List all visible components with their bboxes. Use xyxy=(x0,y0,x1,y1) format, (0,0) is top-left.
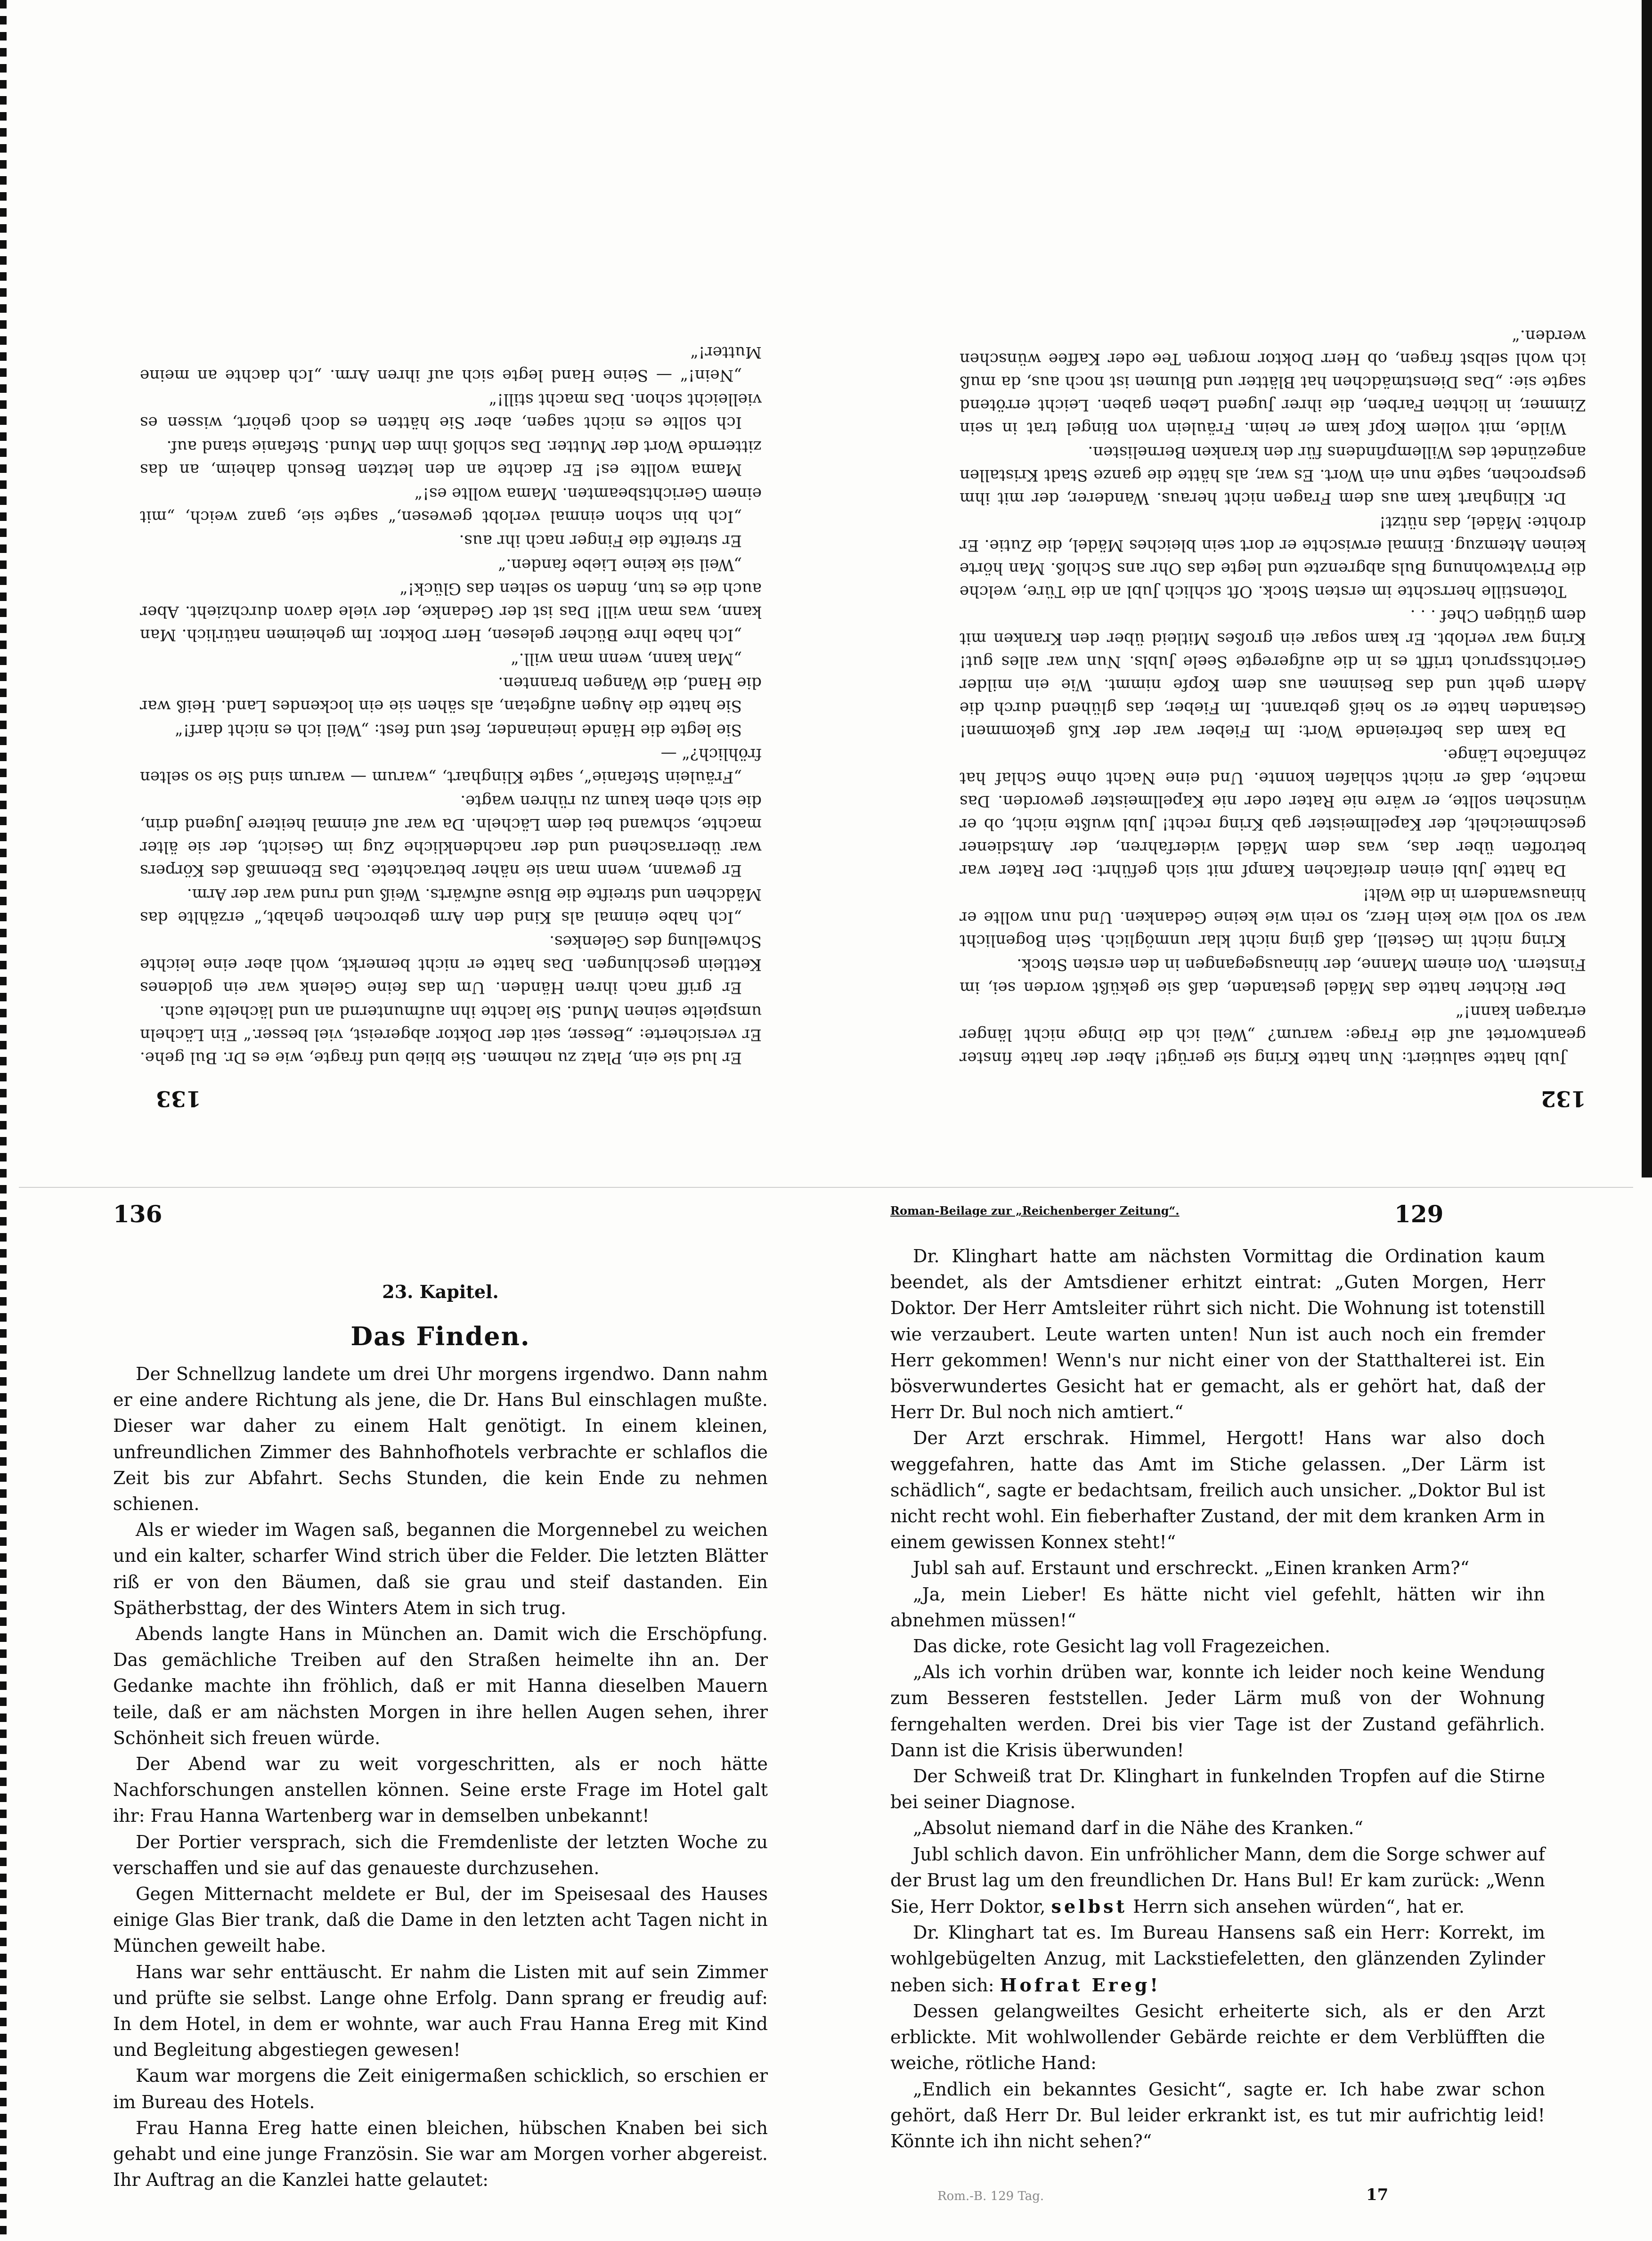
paragraph: Sie legte die Hände ineinander, fest und fest: „Weil ich es nicht darf!“ xyxy=(175,721,742,739)
paragraph: Das dicke, rote Gesicht lag voll Fragezeichen. xyxy=(913,1636,1331,1657)
paragraph: Da kam das befreiende Wort: Im Fieber war der Kuß gekommen! Gestanden hatte er so heiß gebrannt. Im Fieber, das glühend durch die Adern geht und das Besinnen aus dem Kopfe nimmt. Wie ein milder Gerichtsspruch trifft es in die aufgeregte Seele Jubls. Nun war alles gut! Kring war verlobt. Er kam sogar ein großes Mitleid über den Kranken mit dem gütigen Chef . . . xyxy=(960,606,1586,740)
paragraph: Jubl hatte salutiert: Nun hatte Kring sie gerügt! Aber der hatte finster geantwortet auf die Frage: warum? „Weil ich die Dinge nicht länger ertragen kann!“ xyxy=(960,1002,1586,1067)
paragraph: „Fräulein Stefanie“, sagte Klinghart, „warum — warum sind Sie so selten fröhlich?“ — xyxy=(140,745,762,787)
paragraph: „Absolut niemand darf in die Nähe des Kranken.“ xyxy=(913,1818,1364,1839)
spaced-emphasis: selbst xyxy=(1051,1896,1128,1917)
chapter-heading: 23. Kapitel. xyxy=(382,1281,499,1302)
paragraph: Kring nicht im Gestell, daß ging nicht klar unmöglich. Sein Bogenlicht war so voll wie kein Herz, so rein wie keine Gedanken. Und nun wollte er hinauswandern in die Welt! xyxy=(960,885,1586,950)
footer-sheet-number: 17 xyxy=(1366,2185,1389,2204)
paragraph: Ich sollte es nicht sagen, aber Sie hätten es doch gehört, wissen es vielleicht schon. Das macht still!“ xyxy=(140,390,762,432)
paragraph: Der Portier versprach, sich die Fremdenliste der letzten Woche zu verschaffen und sie auf das genaueste durchzusehen. xyxy=(113,1831,768,1878)
paragraph xyxy=(890,1842,1545,1920)
paragraph: Frau Hanna Ereg hatte einen bleichen, hübschen Knaben bei sich gehabt und eine junge Französin. Sie war am Morgen vorher abgereist. Ihr Auftrag an die Kanzlei hatte gelautet: xyxy=(113,2117,768,2191)
paragraph: Er griff nach ihren Händen. Um das feine Gelenk war ein goldenes Kettlein geschlungen. Das hatte er nicht bemerkt, wohl aber eine leichte Schwellung des Gelenkes. xyxy=(140,932,762,997)
paragraph: Da hatte Jubl einen dreifachen Kampf mit sich geführt: Der Rater war betroffen über das, was dem Mädel widerfahren, der Amtsdiener geschmeichelt, der Kapellmeister gab Kring recht! Jubl wußte nicht, ob er wünschen sollte, er wäre nie Rater oder nie Kapellmeister geworden. Das machte, daß er nicht schlafen konnte. Und eine Nacht ohne Schlaf hat zehnfache Länge. xyxy=(960,746,1586,880)
paragraph: Der Schnellzug landete um drei Uhr morgens irgendwo. Dann nahm er eine andere Richtung als jene, die Dr. Hans Bul einschlagen mußte. Dieser war daher zu einem Halt genötigt. In einem kleinen, unfreundlichen Zimmer des Bahnhofhotels verbrachte er schlaflos die Zeit bis zur Abfahrt. Sechs Stunden, die kein Ende zu nehmen schienen. xyxy=(113,1364,768,1515)
paragraph: „Ich habe Ihre Bücher gelesen, Herr Doktor. Im geheimen natürlich. Man kann, was man will! Das ist der Gedanke, der viele davon durchzieht. Aber auch die es tun, finden so selten das Glück!“ xyxy=(140,579,762,644)
paragraph: „Ja, mein Lieber! Es hätte nicht viel gefehlt, hätten wir ihn abnehmen müssen!“ xyxy=(890,1583,1545,1631)
paragraph: Der Arzt erschrak. Himmel, Hergott! Hans war also doch weggefahren, hatte das Amt im Stiche gelassen. „Der Lärm ist schädlich“, sagte er bedachtsam, freilich auch unsicher. „Doktor Bul ist nicht recht wohl. Ein fieberhafter Zustand, der mit dem kranken Arm in einem gewissen Konnex steht!“ xyxy=(890,1428,1545,1553)
paragraph: Abends langte Hans in München an. Damit wich die Erschöpfung. Das gemächliche Treiben auf den Straßen heimelte ihn an. Der Gedanke machte ihn fröhlich, daß er mit Hanna dieselben Mauern teile, daß er am nächsten Morgen in ihre hellen Augen sehen, ihrer Schönheit sich freuen würde. xyxy=(113,1624,768,1748)
paragraph: Er gewann, wenn man sie näher betrachtete. Das Ebenmaß des Körpers war überraschend und der nachdenkliche Zug im Gesicht, der sie älter machte, schwand bei dem Lächeln. Da war auf einmal heitere Jugend drin, die sich eben kaum zu rühren wagte. xyxy=(140,792,762,880)
left-page-text-column xyxy=(113,1361,768,2193)
paragraph xyxy=(890,1920,1545,1998)
right-page-text-column xyxy=(890,1243,1545,2154)
spaced-emphasis: Hofrat Ereg! xyxy=(1000,1974,1161,1996)
upper-left-column xyxy=(960,323,1586,1069)
supplement-header: Roman-Beilage zur „Reichenberger Zeitung“. xyxy=(890,1204,1180,1218)
paragraph: „Endlich ein bekanntes Gesicht“, sagte er. Ich habe zwar schon gehört, daß Herr Dr. Bul leider erkrankt ist, es tut mir aufrichtig leid! Könnte ich ihn nicht sehen?“ xyxy=(890,2079,1545,2152)
paragraph: „Ich habe einmal als Kind den Arm gebrochen gehabt,“ erzählte das Mädchen und streifte die Bluse aufwärts. Weiß und rund war der Arm. xyxy=(140,885,762,927)
paragraph: Hans war sehr enttäuscht. Er nahm die Listen mit auf sein Zimmer und prüfte sie selbst. Lange ohne Erfolg. Dann sprang er freudig auf: In dem Hotel, in dem er wohnte, war auch Frau Hanna Ereg mit Kind und Begleitung abgestiegen gewesen! xyxy=(113,1961,768,2061)
paragraph: „Nein!“ — Seine Hand legte sich auf ihren Arm. „Ich dachte an meine Mutter!“ xyxy=(140,343,762,385)
paragraph: Als er wieder im Wagen saß, begannen die Morgennebel zu weichen und ein kalter, scharfer Wind strich über die Felder. Die letzten Blätter riß er von den Bäumen, daß sie grau und steif dastanden. Ein Spätherbsttag, der des Winters Atem in sich trug. xyxy=(113,1519,768,1618)
paragraph: Der Richter hatte das Mädel gestanden, daß sie geküßt worden sei, im Finstern. Von einem Manne, der hinausgegangen in den ersten Stock. xyxy=(960,955,1586,997)
paragraph-text: Jubl schlich davon. Ein unfröhlicher Mann, dem die Sorge schwer auf der Brust lag um den freundlichen Dr. Hans Bul! Er kam zurück: „Wenn Sie, Herr Doktor, xyxy=(890,1843,1545,1917)
paragraph: „Weil sie keine Liebe fanden.“ xyxy=(498,555,742,574)
upper-right-page-number: 133 xyxy=(155,1086,201,1112)
paragraph-text: Dr. Klinghart tat es. Im Bureau Hansens saß ein Herr: Korrekt, im wohlgebügelten Anzug, mit Lackstiefeletten, den glänzenden Zylinder neben sich: xyxy=(890,1922,1545,1996)
chapter-title: Das Finden. xyxy=(350,1321,530,1351)
left-page-number: 136 xyxy=(113,1200,163,1228)
paragraph: Mama wollte es! Er dachte an den letzten Besuch daheim, an das zitternde Wort der Mutter. Das schloß ihm den Mund. Stefanie stand auf. xyxy=(140,437,762,479)
paragraph: Jubl sah auf. Erstaunt und erschreckt. „Einen kranken Arm?“ xyxy=(913,1558,1470,1579)
paragraph: Totenstille herrschte im ersten Stock. Oft schlich Jubl an die Türe, welche die Privatwohnung Buls abgrenzte und legte das Ohr ans Schloß. Man hörte keinen Atemzug. Einmal erwischte er dort sein bleiches Mädel, die Zutie. Er drohte: Mädel, das nützt! xyxy=(960,513,1586,601)
footer-imprint: Rom.-B. 129 Tag. xyxy=(937,2189,1044,2203)
paragraph: Dr. Klinghart hatte am nächsten Vormittag die Ordination kaum beendet, als der Amtsdiener erhitzt eintrat: „Guten Morgen, Herr Doktor. Der Herr Amtsleiter rührt sich nicht. Die Wohnung ist totenstill wie verzaubert. Leute warten unten! Nun ist auch noch ein fremder Herr gekommen! Wenn's nur nicht einer von der Statthalterei ist. Ein bösverwundertes Gesicht hat er gemacht, als er gehört hat, daß der Herr Dr. Bul noch nich amtiert.“ xyxy=(890,1246,1545,1423)
paragraph: Gegen Mitternacht meldete er Bul, der im Speisesaal des Hauses einige Glas Bier trank, daß die Dame in den letzten acht Tagen nicht in München geweilt habe. xyxy=(113,1884,768,1957)
upper-right-column xyxy=(140,340,762,1069)
paragraph: „Man kann, wenn man will.“ xyxy=(511,650,742,668)
right-page-number: 129 xyxy=(1394,1200,1444,1228)
paragraph-text: Herrn sich ansehen würden“, hat er. xyxy=(1133,1896,1465,1917)
paragraph: „Ich bin schon einmal verlobt gewesen,“ sagte sie, ganz weich, „mit einem Gerichtsbeamten. Mama wollte es!“ xyxy=(140,484,762,526)
paragraph: „Als ich vorhin drüben war, konnte ich leider noch keine Wendung zum Besseren feststellen. Jeder Lärm muß von der Wohnung ferngehalten werden. Drei bis vier Tage ist der Zustand gefährlich. Dann ist die Krisis überwunden! xyxy=(890,1662,1545,1761)
paragraph: Dessen gelangweiltes Gesicht erheiterte sich, als er den Arzt erblickte. Mit wohlwollender Gebärde reichte er dem Verblüfften die weiche, rötliche Hand: xyxy=(890,2000,1545,2074)
fold-divider xyxy=(19,1187,1633,1188)
paragraph: Wilde, mit vollem Kopf kam er heim. Fräulein von Bingel trat in sein Zimmer, in lichten Farben, die ihrer Jugend Leben gaben. Leicht errötend sagte sie: „Das Dienstmädchen hat Blätter und Blumen ist noch aus, da muß ich wohl selbst fragen, ob Herr Doktor morgen Tee oder Kaffee wünschen werden.“ xyxy=(960,326,1586,438)
paragraph: Er streifte die Finger nach ihr aus. xyxy=(459,531,742,550)
paragraph: Der Schweiß trat Dr. Klinghart in funkelnden Tropfen auf die Stirne bei seiner Diagnose. xyxy=(890,1766,1545,1813)
paragraph: Kaum war morgens die Zeit einigermaßen schicklich, so erschien er im Bureau des Hotels. xyxy=(113,2065,768,2112)
paragraph: Sie hatte die Augen aufgetan, als sähen sie ein lockendes Land. Heiß war die Hand, die Wangen brannten. xyxy=(140,674,762,715)
upper-left-page-number: 132 xyxy=(1540,1086,1586,1112)
paragraph: Dr. Klinghart kam aus dem Fragen nicht heraus. Wanderer, der mit ihm gesprochen, sagte nun ein Wort. Es war, als hätte die ganze Stadt Kristallen angezündet des Willempfindens für den kranken Bernelisten. xyxy=(960,443,1586,508)
paragraph: Der Abend war zu weit vorgeschritten, als er noch hätte Nachforschungen anstellen können. Seine erste Frage im Hotel galt ihr: Frau Hanna Wartenberg war in demselben unbekannt! xyxy=(113,1754,768,1827)
paragraph: Er lud sie ein, Platz zu nehmen. Sie blieb und fragte, wie es Dr. Bul gehe. Er versicherte: „Besser, seit der Doktor abgereist, viel besser.“ Ein Lächeln umspielte seinen Mund. Sie lachte ihn aufmunternd an und lächelte auch. xyxy=(140,1002,762,1067)
